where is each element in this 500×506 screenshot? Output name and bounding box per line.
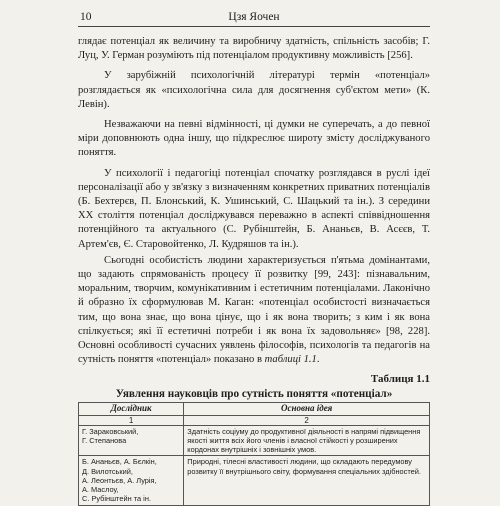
- table-header-researcher: Дослідник: [79, 403, 184, 415]
- table-number-row: [79, 415, 430, 425]
- researchers-cell: [79, 456, 184, 505]
- table-title: Уявлення науковців про сутність поняття «потенціал»: [115, 388, 393, 401]
- body-text: [78, 35, 430, 367]
- researcher-name: Г. Зараковський,: [82, 426, 139, 436]
- researcher-name: Г. Степанова: [82, 436, 127, 446]
- paragraph: глядає потенціал як величину та виробничу здатність, спільність засобів; Г. Луц, У. Герман розуміють під потенціалом продуктивну можливість [256].: [78, 36, 430, 62]
- table-label: Таблиця 1.1: [370, 373, 430, 386]
- column-number: 1: [79, 415, 184, 425]
- researcher-name: С. Рубінштейн та ін.: [82, 494, 151, 504]
- page-number: 10: [80, 11, 92, 23]
- concepts-table: [78, 402, 430, 505]
- researcher-name: А. Маслоу,: [82, 485, 119, 495]
- table-row: [79, 456, 430, 505]
- table-header-idea: Основна ідея: [184, 403, 430, 415]
- researcher-name: Б. Ананьєв, А. Бєлкін,: [82, 457, 157, 467]
- running-header-author: Цзя Яочен: [228, 11, 280, 23]
- paragraph-tail: .: [316, 354, 320, 366]
- table-reference: таблиці 1.1: [264, 354, 317, 366]
- paragraph-text: Сьогодні особистість людини характеризується п'ятьма домінантами, що задають спрямованість процесу її розвитку [99, 243]: пізнавальним, моральним, творчим, комунікативним і естетичним потенціалами. Лаконічно й образно їх сформулював М. Каган: «потенціал особистості визначається тим, що вона знає, що вона цінує, що і як вона творить; з ким і як вона спілкується; які її естетичні потреби і як вона їх задовольняє» [98, 228]. Основні особливості сучасних уявлень філософів, психологів та педагогів на сутність поняття «потенціал» показано в: [78, 254, 430, 366]
- column-number: 2: [184, 415, 430, 425]
- researchers-cell: [79, 425, 184, 456]
- paragraph: У зарубіжній психологічній літературі термін «потенціал» розглядається як «психологічна сила для досягнення суб'єктом мети» (К. Левін).: [78, 70, 430, 110]
- table-row: [79, 425, 430, 456]
- table-header-row: [79, 403, 430, 415]
- paragraph: [78, 254, 430, 368]
- researcher-name: А. Леонтьєв, А. Лурія,: [82, 475, 157, 485]
- paragraph: Незважаючи на певні відмінності, ці думки не суперечать, а до певної міри доповнюють одна іншу, що підкреслює широту змісту досліджуваного поняття.: [78, 119, 430, 159]
- running-header: [78, 10, 430, 27]
- idea-cell: Здатність соціуму до продуктивної діяльності в напрямі підвищення якості життя всіх його членів і власної стійкості у розширених кордонах внутрішніх і зовнішніх умов.: [184, 425, 430, 456]
- paragraph: У психології і педагогіці потенціал спочатку розглядався в руслі ідеї персоналізації або у зв'язку з визначенням конкретних приватних потенціалів (Б. Бехтерєв, П. Блонський, К. Ушинський, С. Шацький та ін.). З середини XX століття потенціал досліджувався переважно в аспекті співвідношення потенційного та актуального (С. Рубінштейн, Б. Ананьєв, В. Асєєв, Т. Артем'єв, Є. Старовойтенко, Л. Кудряшов та ін.).: [78, 167, 430, 250]
- idea-cell: Природні, тілесні властивості людини, що складають передумову розвитку її внутрішнього світу, формування спеціальних здібностей.: [184, 456, 430, 505]
- researcher-name: Д. Вилотський,: [82, 466, 133, 476]
